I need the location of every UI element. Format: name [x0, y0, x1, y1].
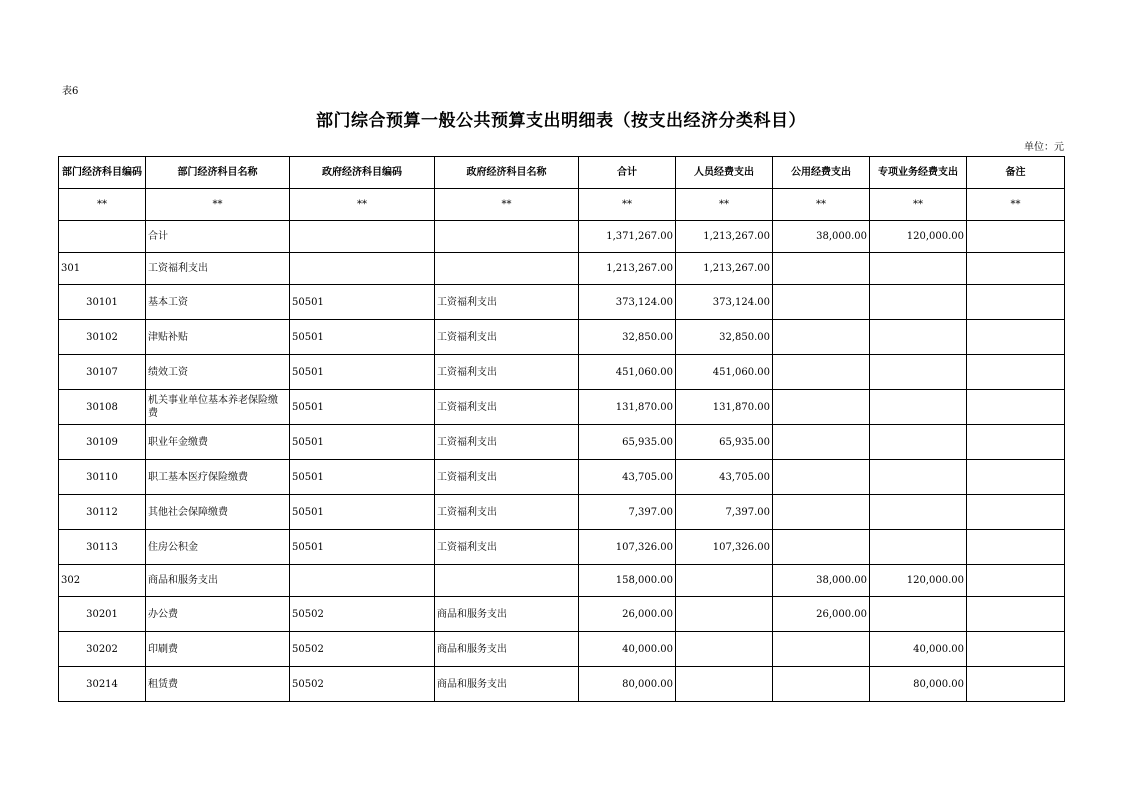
cell-total: 26,000.00: [579, 597, 676, 632]
cell-total: 43,705.00: [579, 460, 676, 495]
cell-special: [870, 390, 967, 425]
cell-special: [870, 320, 967, 355]
cell-gov-code: 50502: [290, 667, 435, 702]
cell-public: [773, 530, 870, 565]
placeholder-row: [59, 189, 1065, 221]
cell-public: [773, 390, 870, 425]
cell-total: 7,397.00: [579, 495, 676, 530]
cell-gov-code: 50501: [290, 495, 435, 530]
unit-label: 单位：元: [1024, 142, 1064, 153]
table-label: 表6: [62, 86, 79, 97]
cell-special: [870, 253, 967, 285]
cell-dept-name: 津贴补贴: [146, 320, 290, 355]
cell-dept-name: 印刷费: [146, 632, 290, 667]
cell-special: [870, 425, 967, 460]
cell-dept-code: 30102: [59, 320, 146, 355]
cell-gov-code: 50502: [290, 632, 435, 667]
cell-personnel: [676, 565, 773, 597]
table-row: [59, 425, 1065, 460]
cell-dept-name: 合计: [146, 221, 290, 253]
table-row: [59, 253, 1065, 285]
cell-gov-name: 工资福利支出: [435, 495, 579, 530]
cell-remark: [967, 565, 1065, 597]
cell-personnel: 131,870.00: [676, 390, 773, 425]
cell-gov-name: 商品和服务支出: [435, 667, 579, 702]
cell-remark: [967, 253, 1065, 285]
cell-dept-name: 机关事业单位基本养老保险缴费: [146, 390, 290, 425]
cell-dept-code: 30109: [59, 425, 146, 460]
cell-gov-code: [290, 253, 435, 285]
cell-public: [773, 460, 870, 495]
cell-gov-code: 50501: [290, 460, 435, 495]
header-total: 合计: [579, 157, 676, 189]
cell-personnel: 1,213,267.00: [676, 221, 773, 253]
cell-personnel: 32,850.00: [676, 320, 773, 355]
table-row: [59, 390, 1065, 425]
cell-total: 373,124.00: [579, 285, 676, 320]
cell-gov-code: [290, 565, 435, 597]
cell-remark: [967, 425, 1065, 460]
cell-gov-code: 50501: [290, 425, 435, 460]
cell-gov-name: 工资福利支出: [435, 390, 579, 425]
cell-gov-code: 50501: [290, 530, 435, 565]
cell-gov-name: 工资福利支出: [435, 285, 579, 320]
header-remark: 备注: [967, 157, 1065, 189]
cell-dept-code: 30101: [59, 285, 146, 320]
cell-total: 107,326.00: [579, 530, 676, 565]
cell-gov-name: [435, 565, 579, 597]
cell-dept-code: 30201: [59, 597, 146, 632]
cell-remark: [967, 530, 1065, 565]
cell-dept-code: 30112: [59, 495, 146, 530]
cell-special: [870, 460, 967, 495]
cell-gov-name: 商品和服务支出: [435, 597, 579, 632]
cell-public: 26,000.00: [773, 597, 870, 632]
cell-dept-name: 绩效工资: [146, 355, 290, 390]
cell-personnel: 451,060.00: [676, 355, 773, 390]
cell-special: [870, 495, 967, 530]
placeholder-cell: **: [967, 189, 1065, 221]
table-row: [59, 495, 1065, 530]
cell-gov-name: 工资福利支出: [435, 425, 579, 460]
header-gov-name: 政府经济科目名称: [435, 157, 579, 189]
cell-gov-name: [435, 221, 579, 253]
header-special: 专项业务经费支出: [870, 157, 967, 189]
cell-dept-code: 30202: [59, 632, 146, 667]
cell-dept-code: 30110: [59, 460, 146, 495]
cell-gov-name: [435, 253, 579, 285]
cell-remark: [967, 221, 1065, 253]
cell-public: [773, 495, 870, 530]
cell-personnel: 373,124.00: [676, 285, 773, 320]
header-dept-code: 部门经济科目编码: [59, 157, 146, 189]
cell-remark: [967, 495, 1065, 530]
table-row: [59, 632, 1065, 667]
cell-gov-code: 50501: [290, 390, 435, 425]
cell-gov-name: 工资福利支出: [435, 320, 579, 355]
cell-personnel: [676, 597, 773, 632]
cell-dept-name: 办公费: [146, 597, 290, 632]
cell-dept-name: 职业年金缴费: [146, 425, 290, 460]
placeholder-cell: **: [435, 189, 579, 221]
cell-remark: [967, 285, 1065, 320]
table-row: [59, 530, 1065, 565]
placeholder-cell: **: [773, 189, 870, 221]
cell-dept-name: 工资福利支出: [146, 253, 290, 285]
cell-total: 80,000.00: [579, 667, 676, 702]
cell-personnel: [676, 632, 773, 667]
cell-public: [773, 320, 870, 355]
cell-public: [773, 632, 870, 667]
cell-special: [870, 530, 967, 565]
cell-personnel: 7,397.00: [676, 495, 773, 530]
cell-remark: [967, 632, 1065, 667]
cell-public: [773, 425, 870, 460]
table-row: [59, 565, 1065, 597]
cell-public: 38,000.00: [773, 565, 870, 597]
cell-dept-code: 302: [59, 565, 146, 597]
cell-remark: [967, 597, 1065, 632]
cell-gov-name: 工资福利支出: [435, 530, 579, 565]
table-row: [59, 460, 1065, 495]
cell-personnel: 107,326.00: [676, 530, 773, 565]
cell-total: 1,213,267.00: [579, 253, 676, 285]
cell-special: 120,000.00: [870, 221, 967, 253]
placeholder-cell: **: [146, 189, 290, 221]
cell-public: [773, 355, 870, 390]
header-public: 公用经费支出: [773, 157, 870, 189]
cell-gov-code: 50501: [290, 285, 435, 320]
cell-gov-name: 工资福利支出: [435, 355, 579, 390]
cell-special: [870, 285, 967, 320]
header-gov-code: 政府经济科目编码: [290, 157, 435, 189]
cell-public: [773, 667, 870, 702]
table-row: [59, 597, 1065, 632]
cell-remark: [967, 390, 1065, 425]
placeholder-cell: **: [290, 189, 435, 221]
cell-special: 40,000.00: [870, 632, 967, 667]
cell-special: 120,000.00: [870, 565, 967, 597]
header-dept-name: 部门经济科目名称: [146, 157, 290, 189]
cell-total: 65,935.00: [579, 425, 676, 460]
cell-total: 451,060.00: [579, 355, 676, 390]
cell-dept-name: 职工基本医疗保险缴费: [146, 460, 290, 495]
cell-gov-code: [290, 221, 435, 253]
cell-dept-code: 30107: [59, 355, 146, 390]
cell-personnel: 1,213,267.00: [676, 253, 773, 285]
cell-gov-name: 商品和服务支出: [435, 632, 579, 667]
expenditure-table: [58, 156, 1065, 702]
cell-dept-code: [59, 221, 146, 253]
cell-special: [870, 355, 967, 390]
cell-total: 40,000.00: [579, 632, 676, 667]
cell-dept-name: 租赁费: [146, 667, 290, 702]
cell-total: 158,000.00: [579, 565, 676, 597]
cell-dept-name: 其他社会保障缴费: [146, 495, 290, 530]
cell-special: [870, 597, 967, 632]
cell-personnel: [676, 667, 773, 702]
cell-remark: [967, 667, 1065, 702]
cell-dept-code: 30113: [59, 530, 146, 565]
header-personnel: 人员经费支出: [676, 157, 773, 189]
page-title: 部门综合预算一般公共预算支出明细表（按支出经济分类科目）: [316, 111, 806, 131]
table-row: [59, 355, 1065, 390]
cell-dept-code: 30108: [59, 390, 146, 425]
cell-remark: [967, 320, 1065, 355]
placeholder-cell: **: [870, 189, 967, 221]
cell-dept-code: 301: [59, 253, 146, 285]
header-row: [59, 157, 1065, 189]
placeholder-cell: **: [676, 189, 773, 221]
cell-personnel: 65,935.00: [676, 425, 773, 460]
placeholder-cell: **: [579, 189, 676, 221]
cell-dept-name: 住房公积金: [146, 530, 290, 565]
cell-total: 131,870.00: [579, 390, 676, 425]
placeholder-cell: **: [59, 189, 146, 221]
cell-total: 1,371,267.00: [579, 221, 676, 253]
cell-gov-code: 50502: [290, 597, 435, 632]
cell-total: 32,850.00: [579, 320, 676, 355]
cell-public: 38,000.00: [773, 221, 870, 253]
cell-dept-name: 商品和服务支出: [146, 565, 290, 597]
cell-dept-code: 30214: [59, 667, 146, 702]
cell-remark: [967, 460, 1065, 495]
table-row: [59, 221, 1065, 253]
cell-dept-name: 基本工资: [146, 285, 290, 320]
cell-remark: [967, 355, 1065, 390]
table-row: [59, 320, 1065, 355]
cell-personnel: 43,705.00: [676, 460, 773, 495]
cell-public: [773, 253, 870, 285]
cell-public: [773, 285, 870, 320]
cell-gov-code: 50501: [290, 355, 435, 390]
cell-gov-code: 50501: [290, 320, 435, 355]
table-row: [59, 285, 1065, 320]
cell-special: 80,000.00: [870, 667, 967, 702]
cell-gov-name: 工资福利支出: [435, 460, 579, 495]
table-row: [59, 667, 1065, 702]
